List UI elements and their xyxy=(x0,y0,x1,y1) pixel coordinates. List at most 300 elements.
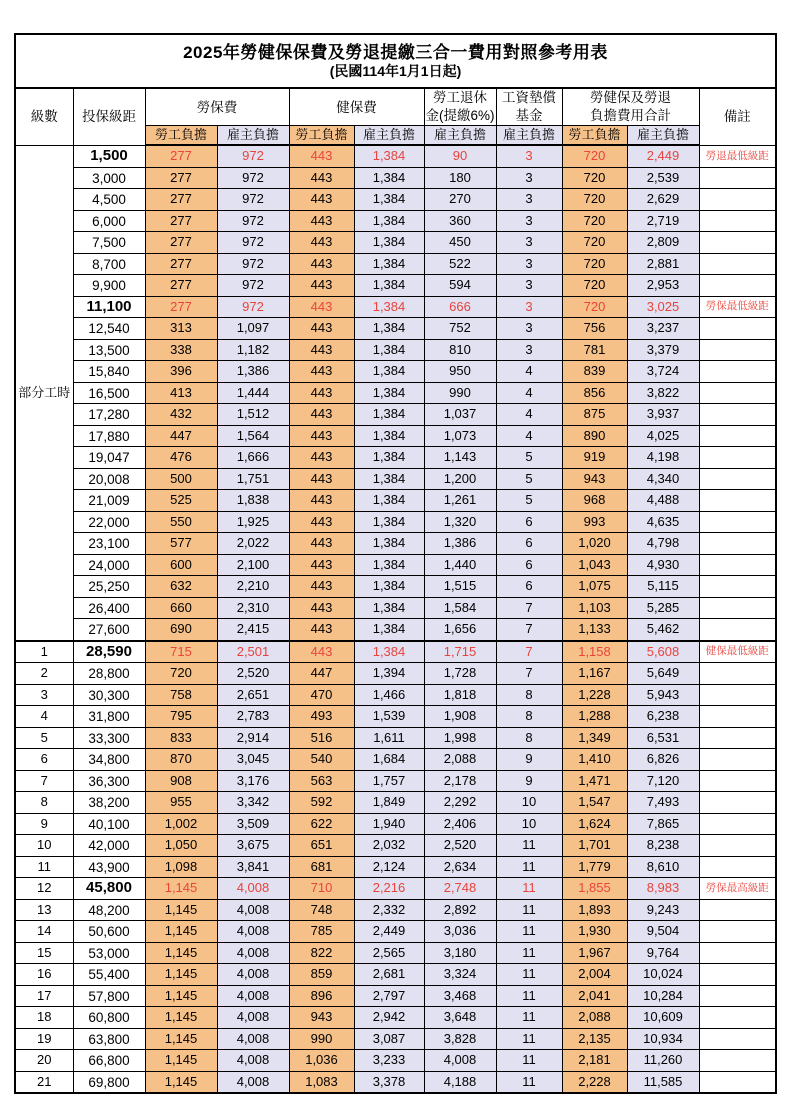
cell-remark xyxy=(699,533,776,555)
cell-labor-employee: 1,145 xyxy=(145,1050,217,1072)
cell-labor-employer: 2,100 xyxy=(217,554,289,576)
table-row xyxy=(15,296,776,318)
cell-total-employee: 890 xyxy=(562,425,627,447)
cell-total-employee: 1,410 xyxy=(562,749,627,771)
cell-level: 11 xyxy=(15,856,73,878)
cell-labor-employee: 955 xyxy=(145,792,217,814)
cell-health-employer: 1,384 xyxy=(354,576,424,598)
cell-health-employer: 1,940 xyxy=(354,813,424,835)
cell-health-employee: 443 xyxy=(289,490,354,512)
cell-bracket: 26,400 xyxy=(73,597,145,619)
cell-labor-employer: 4,008 xyxy=(217,899,289,921)
cell-bracket: 60,800 xyxy=(73,1007,145,1029)
cell-health-employer: 2,797 xyxy=(354,985,424,1007)
cell-total-employer: 3,025 xyxy=(627,296,699,318)
cell-bracket: 4,500 xyxy=(73,189,145,211)
cell-total-employer: 2,953 xyxy=(627,275,699,297)
cell-wage-fund-employer: 11 xyxy=(496,878,562,900)
table-row xyxy=(15,253,776,275)
cell-total-employee: 856 xyxy=(562,382,627,404)
cell-bracket: 15,840 xyxy=(73,361,145,383)
cell-wage-fund-employer: 11 xyxy=(496,856,562,878)
cell-health-employee: 622 xyxy=(289,813,354,835)
cell-health-employer: 1,384 xyxy=(354,425,424,447)
cell-level: 4 xyxy=(15,706,73,728)
cell-labor-employer: 3,509 xyxy=(217,813,289,835)
cell-health-employee: 443 xyxy=(289,641,354,663)
cell-health-employee: 443 xyxy=(289,189,354,211)
cell-total-employer: 5,649 xyxy=(627,663,699,685)
cell-bracket: 13,500 xyxy=(73,339,145,361)
cell-health-employer: 1,384 xyxy=(354,232,424,254)
cell-wage-fund-employer: 11 xyxy=(496,1071,562,1093)
cell-health-employer: 2,681 xyxy=(354,964,424,986)
total-label-line2: 負擔費用合計 xyxy=(590,108,671,124)
cell-wage-fund-employer: 8 xyxy=(496,727,562,749)
cell-wage-fund-employer: 4 xyxy=(496,361,562,383)
cell-wage-fund-employer: 3 xyxy=(496,167,562,189)
table-row xyxy=(15,942,776,964)
cell-health-employee: 443 xyxy=(289,275,354,297)
cell-pension-employer: 1,073 xyxy=(424,425,496,447)
table-row xyxy=(15,361,776,383)
cell-labor-employer: 1,444 xyxy=(217,382,289,404)
cell-total-employer: 3,937 xyxy=(627,404,699,426)
cell-labor-employee: 1,050 xyxy=(145,835,217,857)
cell-wage-fund-employer: 11 xyxy=(496,921,562,943)
table-row xyxy=(15,597,776,619)
cell-pension-employer: 1,386 xyxy=(424,533,496,555)
cell-total-employee: 756 xyxy=(562,318,627,340)
cell-total-employer: 5,285 xyxy=(627,597,699,619)
cell-health-employee: 710 xyxy=(289,878,354,900)
cell-level: 12 xyxy=(15,878,73,900)
cell-remark xyxy=(699,275,776,297)
cell-health-employee: 493 xyxy=(289,706,354,728)
cell-labor-employer: 1,666 xyxy=(217,447,289,469)
page-title: 2025年勞健保保費及勞退提繳三合一費用對照參考用表 xyxy=(183,42,608,62)
cell-total-employer: 4,025 xyxy=(627,425,699,447)
cell-labor-employer: 1,182 xyxy=(217,339,289,361)
cell-health-employee: 748 xyxy=(289,899,354,921)
cell-labor-employer: 2,914 xyxy=(217,727,289,749)
cell-level: 17 xyxy=(15,985,73,1007)
cell-health-employer: 3,087 xyxy=(354,1028,424,1050)
cell-labor-employee: 870 xyxy=(145,749,217,771)
table-row xyxy=(15,404,776,426)
table-row xyxy=(15,899,776,921)
cell-labor-employer: 2,415 xyxy=(217,619,289,641)
cell-total-employee: 1,020 xyxy=(562,533,627,555)
table-row xyxy=(15,189,776,211)
table-row xyxy=(15,232,776,254)
cell-health-employer: 1,466 xyxy=(354,684,424,706)
cell-pension-employer: 1,908 xyxy=(424,706,496,728)
cell-labor-employee: 1,145 xyxy=(145,921,217,943)
cell-remark xyxy=(699,727,776,749)
cell-labor-employer: 1,564 xyxy=(217,425,289,447)
cell-total-employee: 1,133 xyxy=(562,619,627,641)
cell-health-employee: 443 xyxy=(289,382,354,404)
cell-total-employee: 2,088 xyxy=(562,1007,627,1029)
cell-health-employer: 1,384 xyxy=(354,533,424,555)
table-row xyxy=(15,275,776,297)
cell-remark xyxy=(699,404,776,426)
cell-health-employee: 443 xyxy=(289,554,354,576)
cell-bracket: 16,500 xyxy=(73,382,145,404)
table-row xyxy=(15,511,776,533)
cell-health-employee: 540 xyxy=(289,749,354,771)
cell-bracket: 19,047 xyxy=(73,447,145,469)
cell-bracket: 6,000 xyxy=(73,210,145,232)
cell-labor-employee: 1,145 xyxy=(145,942,217,964)
cell-level: 9 xyxy=(15,813,73,835)
cell-total-employee: 2,004 xyxy=(562,964,627,986)
cell-labor-employee: 550 xyxy=(145,511,217,533)
cell-total-employee: 1,471 xyxy=(562,770,627,792)
cell-wage-fund-employer: 7 xyxy=(496,619,562,641)
cell-wage-fund-employer: 7 xyxy=(496,663,562,685)
cell-wage-fund-employer: 9 xyxy=(496,749,562,771)
cell-labor-employee: 577 xyxy=(145,533,217,555)
cell-health-employee: 470 xyxy=(289,684,354,706)
cell-total-employee: 943 xyxy=(562,468,627,490)
cell-remark: 勞退最低級距 xyxy=(699,145,776,167)
cell-health-employee: 443 xyxy=(289,361,354,383)
cell-remark xyxy=(699,425,776,447)
cell-health-employer: 3,378 xyxy=(354,1071,424,1093)
cell-remark xyxy=(699,899,776,921)
cell-bracket: 50,600 xyxy=(73,921,145,943)
cell-health-employer: 1,384 xyxy=(354,468,424,490)
cell-health-employee: 681 xyxy=(289,856,354,878)
cell-labor-employee: 277 xyxy=(145,189,217,211)
cell-labor-employer: 4,008 xyxy=(217,1007,289,1029)
cell-wage-fund-employer: 3 xyxy=(496,145,562,167)
cell-remark xyxy=(699,1071,776,1093)
cell-health-employer: 1,539 xyxy=(354,706,424,728)
cell-labor-employee: 525 xyxy=(145,490,217,512)
cell-pension-employer: 3,180 xyxy=(424,942,496,964)
cell-labor-employee: 1,145 xyxy=(145,1028,217,1050)
cell-total-employer: 6,531 xyxy=(627,727,699,749)
cell-pension-employer: 3,828 xyxy=(424,1028,496,1050)
part-time-section-label: 部分工時 xyxy=(15,145,73,641)
cell-total-employee: 1,967 xyxy=(562,942,627,964)
cell-labor-employee: 660 xyxy=(145,597,217,619)
table-row xyxy=(15,382,776,404)
cell-pension-employer: 752 xyxy=(424,318,496,340)
cell-health-employee: 443 xyxy=(289,425,354,447)
cell-labor-employer: 972 xyxy=(217,232,289,254)
cell-total-employee: 1,103 xyxy=(562,597,627,619)
cell-remark xyxy=(699,361,776,383)
cell-wage-fund-employer: 11 xyxy=(496,1050,562,1072)
cell-pension-employer: 1,143 xyxy=(424,447,496,469)
cell-total-employee: 968 xyxy=(562,490,627,512)
table-row xyxy=(15,706,776,728)
cell-total-employer: 5,115 xyxy=(627,576,699,598)
cell-remark xyxy=(699,921,776,943)
cell-pension-employer: 1,715 xyxy=(424,641,496,663)
cell-pension-employer: 594 xyxy=(424,275,496,297)
cell-wage-fund-employer: 3 xyxy=(496,253,562,275)
cell-health-employee: 443 xyxy=(289,468,354,490)
cell-pension-employer: 1,261 xyxy=(424,490,496,512)
cell-pension-employer: 1,440 xyxy=(424,554,496,576)
cell-labor-employer: 1,097 xyxy=(217,318,289,340)
cell-labor-employer: 972 xyxy=(217,145,289,167)
cell-labor-employee: 277 xyxy=(145,253,217,275)
subheader-total-employee: 勞工負擔 xyxy=(562,126,627,146)
cell-pension-employer: 2,178 xyxy=(424,770,496,792)
col-header-total xyxy=(562,88,699,126)
cell-labor-employer: 4,008 xyxy=(217,1071,289,1093)
cell-total-employee: 1,158 xyxy=(562,641,627,663)
cell-wage-fund-employer: 9 xyxy=(496,770,562,792)
cell-total-employer: 6,238 xyxy=(627,706,699,728)
col-header-level: 級數 xyxy=(15,88,73,145)
cell-total-employee: 993 xyxy=(562,511,627,533)
cell-labor-employer: 3,342 xyxy=(217,792,289,814)
cell-wage-fund-employer: 3 xyxy=(496,189,562,211)
cell-bracket: 34,800 xyxy=(73,749,145,771)
table-title-block xyxy=(15,34,776,88)
cell-labor-employer: 2,210 xyxy=(217,576,289,598)
table-row xyxy=(15,167,776,189)
cell-labor-employer: 4,008 xyxy=(217,942,289,964)
cell-level: 10 xyxy=(15,835,73,857)
cell-pension-employer: 2,292 xyxy=(424,792,496,814)
cell-labor-employee: 1,145 xyxy=(145,985,217,1007)
cell-labor-employer: 1,751 xyxy=(217,468,289,490)
cell-labor-employee: 1,002 xyxy=(145,813,217,835)
cell-wage-fund-employer: 6 xyxy=(496,554,562,576)
cell-pension-employer: 90 xyxy=(424,145,496,167)
cell-total-employee: 720 xyxy=(562,275,627,297)
cell-health-employee: 896 xyxy=(289,985,354,1007)
table-row xyxy=(15,856,776,878)
cell-wage-fund-employer: 3 xyxy=(496,296,562,318)
cell-bracket: 43,900 xyxy=(73,856,145,878)
wage-fund-label-line1: 工資墊償 xyxy=(502,90,556,105)
cell-pension-employer: 1,320 xyxy=(424,511,496,533)
table-row xyxy=(15,835,776,857)
table-row xyxy=(15,576,776,598)
cell-health-employee: 443 xyxy=(289,597,354,619)
cell-bracket: 63,800 xyxy=(73,1028,145,1050)
cell-wage-fund-employer: 11 xyxy=(496,1007,562,1029)
cell-bracket: 9,900 xyxy=(73,275,145,297)
cell-health-employer: 1,384 xyxy=(354,404,424,426)
cell-total-employee: 1,547 xyxy=(562,792,627,814)
cell-level: 13 xyxy=(15,899,73,921)
cell-pension-employer: 360 xyxy=(424,210,496,232)
cell-bracket: 30,300 xyxy=(73,684,145,706)
cell-remark xyxy=(699,985,776,1007)
cell-bracket: 8,700 xyxy=(73,253,145,275)
cell-labor-employee: 277 xyxy=(145,145,217,167)
fee-table xyxy=(14,33,777,1094)
cell-pension-employer: 4,008 xyxy=(424,1050,496,1072)
cell-pension-employer: 3,324 xyxy=(424,964,496,986)
table-row xyxy=(15,1028,776,1050)
cell-labor-employer: 2,520 xyxy=(217,663,289,685)
cell-labor-employer: 972 xyxy=(217,296,289,318)
table-row xyxy=(15,878,776,900)
cell-total-employer: 9,764 xyxy=(627,942,699,964)
cell-pension-employer: 4,188 xyxy=(424,1071,496,1093)
col-header-wage-fund xyxy=(496,88,562,126)
cell-pension-employer: 1,728 xyxy=(424,663,496,685)
cell-labor-employee: 720 xyxy=(145,663,217,685)
pension-label-line1: 勞工退休 xyxy=(433,90,487,105)
cell-wage-fund-employer: 3 xyxy=(496,210,562,232)
cell-labor-employee: 1,145 xyxy=(145,878,217,900)
cell-health-employer: 1,384 xyxy=(354,296,424,318)
cell-pension-employer: 1,200 xyxy=(424,468,496,490)
cell-health-employer: 1,384 xyxy=(354,167,424,189)
cell-level: 6 xyxy=(15,749,73,771)
cell-health-employer: 2,332 xyxy=(354,899,424,921)
cell-remark xyxy=(699,770,776,792)
subheader-wage-fund-employer: 雇主負擔 xyxy=(496,126,562,146)
cell-bracket: 3,000 xyxy=(73,167,145,189)
cell-total-employer: 4,198 xyxy=(627,447,699,469)
cell-health-employer: 1,384 xyxy=(354,382,424,404)
cell-labor-employer: 2,022 xyxy=(217,533,289,555)
cell-labor-employee: 396 xyxy=(145,361,217,383)
cell-pension-employer: 2,406 xyxy=(424,813,496,835)
cell-level: 3 xyxy=(15,684,73,706)
col-header-bracket: 投保級距 xyxy=(73,88,145,145)
cell-pension-employer: 1,818 xyxy=(424,684,496,706)
cell-labor-employer: 4,008 xyxy=(217,921,289,943)
cell-total-employer: 2,539 xyxy=(627,167,699,189)
cell-labor-employee: 908 xyxy=(145,770,217,792)
subheader-total-employer: 雇主負擔 xyxy=(627,126,699,146)
cell-labor-employee: 715 xyxy=(145,641,217,663)
cell-bracket: 42,000 xyxy=(73,835,145,857)
cell-labor-employee: 690 xyxy=(145,619,217,641)
cell-level: 15 xyxy=(15,942,73,964)
subheader-health-employer: 雇主負擔 xyxy=(354,126,424,146)
cell-bracket: 69,800 xyxy=(73,1071,145,1093)
cell-total-employer: 9,243 xyxy=(627,899,699,921)
cell-pension-employer: 3,468 xyxy=(424,985,496,1007)
cell-bracket: 40,100 xyxy=(73,813,145,835)
cell-total-employer: 4,930 xyxy=(627,554,699,576)
cell-pension-employer: 2,520 xyxy=(424,835,496,857)
table-row xyxy=(15,663,776,685)
cell-bracket: 1,500 xyxy=(73,145,145,167)
cell-remark xyxy=(699,597,776,619)
cell-labor-employer: 3,841 xyxy=(217,856,289,878)
cell-health-employer: 1,384 xyxy=(354,447,424,469)
cell-health-employer: 1,394 xyxy=(354,663,424,685)
cell-health-employer: 3,233 xyxy=(354,1050,424,1072)
cell-bracket: 55,400 xyxy=(73,964,145,986)
cell-total-employer: 7,120 xyxy=(627,770,699,792)
cell-total-employee: 2,228 xyxy=(562,1071,627,1093)
cell-wage-fund-employer: 10 xyxy=(496,792,562,814)
cell-wage-fund-employer: 11 xyxy=(496,942,562,964)
cell-bracket: 28,800 xyxy=(73,663,145,685)
cell-total-employer: 6,826 xyxy=(627,749,699,771)
cell-labor-employee: 758 xyxy=(145,684,217,706)
cell-total-employee: 1,228 xyxy=(562,684,627,706)
cell-bracket: 23,100 xyxy=(73,533,145,555)
table-row xyxy=(15,749,776,771)
cell-labor-employer: 1,925 xyxy=(217,511,289,533)
cell-health-employer: 1,384 xyxy=(354,511,424,533)
cell-health-employee: 443 xyxy=(289,232,354,254)
cell-labor-employer: 972 xyxy=(217,275,289,297)
cell-bracket: 17,880 xyxy=(73,425,145,447)
cell-health-employer: 1,384 xyxy=(354,597,424,619)
cell-total-employer: 3,237 xyxy=(627,318,699,340)
cell-pension-employer: 3,036 xyxy=(424,921,496,943)
cell-labor-employee: 1,145 xyxy=(145,1071,217,1093)
cell-labor-employee: 277 xyxy=(145,167,217,189)
cell-health-employee: 443 xyxy=(289,296,354,318)
cell-pension-employer: 2,748 xyxy=(424,878,496,900)
table-row xyxy=(15,727,776,749)
cell-wage-fund-employer: 8 xyxy=(496,684,562,706)
cell-health-employee: 443 xyxy=(289,210,354,232)
cell-bracket: 25,250 xyxy=(73,576,145,598)
cell-remark xyxy=(699,189,776,211)
cell-level: 5 xyxy=(15,727,73,749)
cell-bracket: 28,590 xyxy=(73,641,145,663)
table-row xyxy=(15,964,776,986)
cell-labor-employer: 4,008 xyxy=(217,878,289,900)
table-row xyxy=(15,447,776,469)
cell-labor-employee: 432 xyxy=(145,404,217,426)
cell-remark xyxy=(699,490,776,512)
cell-labor-employee: 833 xyxy=(145,727,217,749)
cell-labor-employee: 1,098 xyxy=(145,856,217,878)
cell-level: 8 xyxy=(15,792,73,814)
cell-health-employer: 1,384 xyxy=(354,318,424,340)
cell-labor-employer: 3,176 xyxy=(217,770,289,792)
cell-labor-employer: 972 xyxy=(217,253,289,275)
table-row xyxy=(15,145,776,167)
cell-health-employer: 1,611 xyxy=(354,727,424,749)
cell-health-employee: 443 xyxy=(289,447,354,469)
cell-pension-employer: 522 xyxy=(424,253,496,275)
cell-health-employer: 1,384 xyxy=(354,619,424,641)
cell-remark xyxy=(699,619,776,641)
cell-total-employee: 1,855 xyxy=(562,878,627,900)
cell-labor-employer: 4,008 xyxy=(217,964,289,986)
cell-health-employee: 443 xyxy=(289,145,354,167)
subheader-health-employee: 勞工負擔 xyxy=(289,126,354,146)
cell-labor-employee: 277 xyxy=(145,296,217,318)
cell-remark xyxy=(699,813,776,835)
cell-total-employer: 5,462 xyxy=(627,619,699,641)
cell-health-employer: 2,216 xyxy=(354,878,424,900)
cell-health-employer: 1,757 xyxy=(354,770,424,792)
cell-wage-fund-employer: 6 xyxy=(496,533,562,555)
cell-bracket: 57,800 xyxy=(73,985,145,1007)
table-row xyxy=(15,210,776,232)
pension-label-line2: 金(提繳6%) xyxy=(425,108,495,124)
table-row xyxy=(15,684,776,706)
cell-total-employee: 1,701 xyxy=(562,835,627,857)
cell-health-employee: 859 xyxy=(289,964,354,986)
cell-bracket: 45,800 xyxy=(73,878,145,900)
